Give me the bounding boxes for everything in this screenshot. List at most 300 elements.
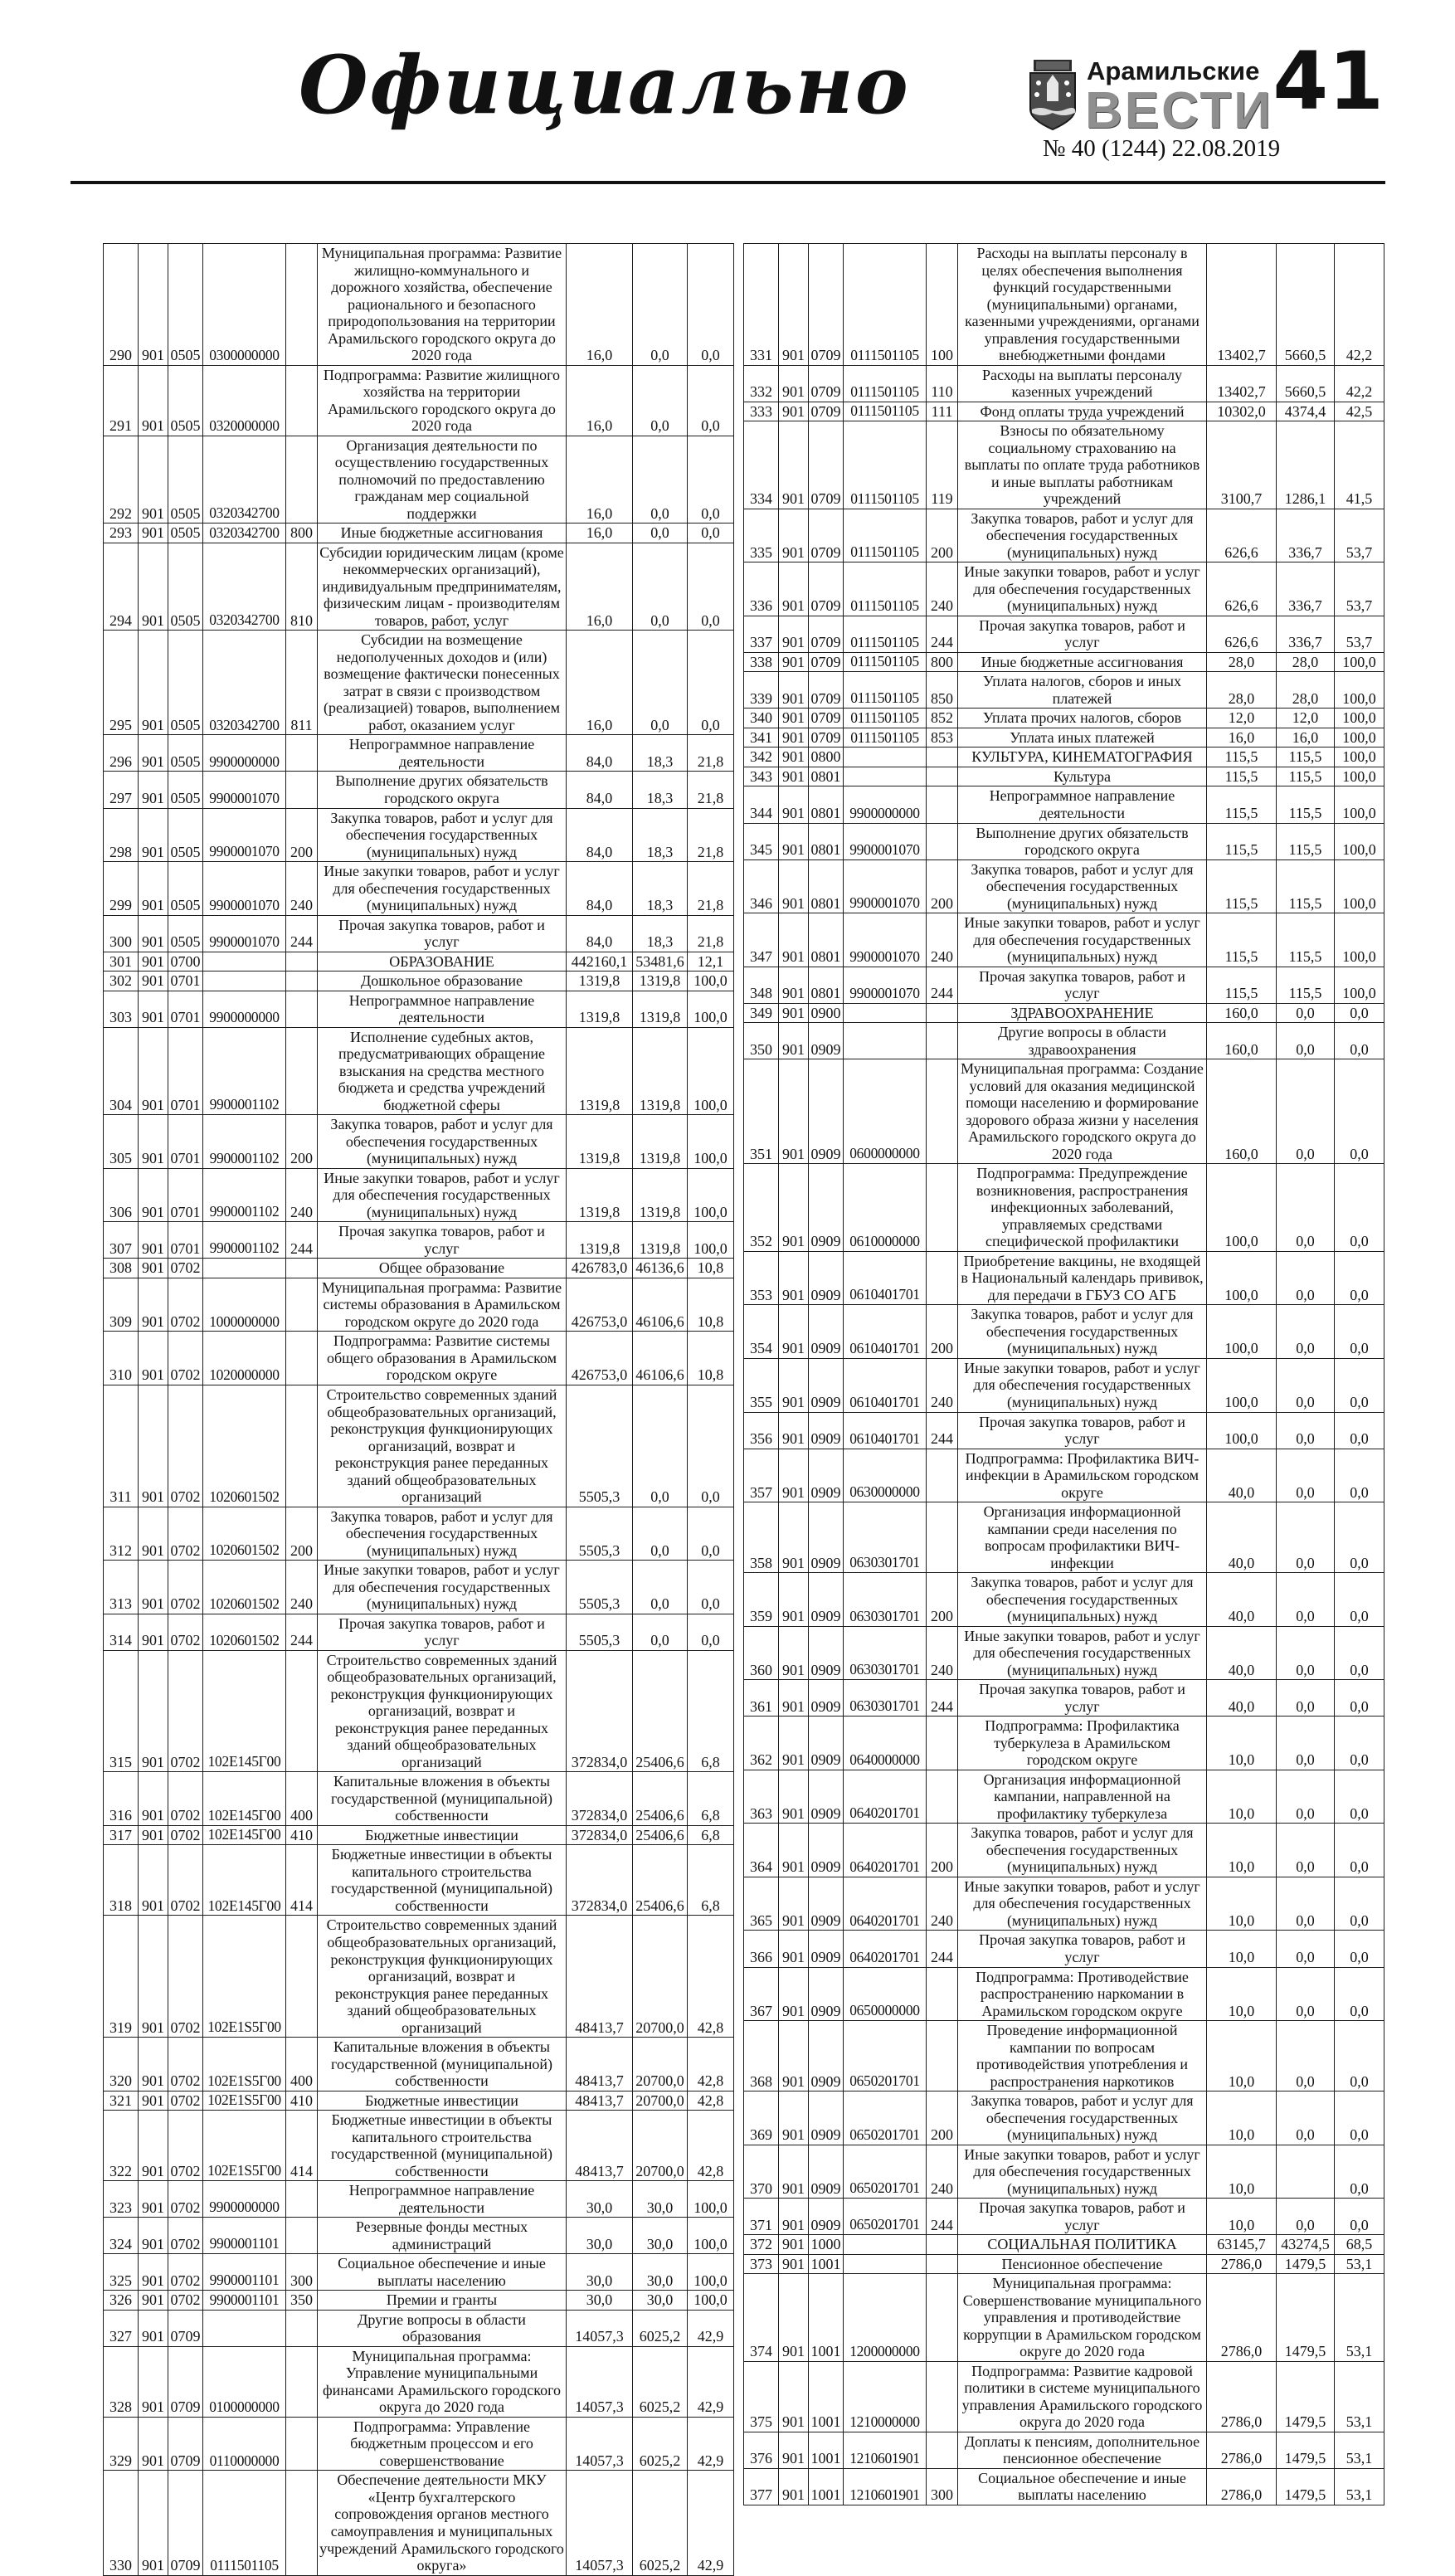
cell-adm-code: 901 [139, 1614, 168, 1650]
cell-row-number: 319 [104, 1916, 139, 2038]
cell-expense-type [927, 786, 958, 823]
cell-section-code: 0909 [809, 1770, 844, 1824]
cell-name: Выполнение других обязательств городского округа [958, 823, 1207, 859]
cell-row-number: 302 [104, 971, 139, 991]
table-row [744, 2199, 1384, 2235]
cell-adm-code: 901 [139, 1916, 168, 2038]
cell-row-number: 352 [744, 1164, 779, 1252]
cell-section-code: 0505 [168, 915, 203, 952]
cell-plan-value: 3100,7 [1207, 421, 1277, 509]
cell-fact-value: 0,0 [633, 365, 688, 436]
table-row [744, 1967, 1384, 2021]
cell-plan-value: 442160,1 [567, 952, 633, 971]
cell-plan-value: 1319,8 [567, 1115, 633, 1169]
cell-name: Организация информационной кампании среди населения по вопросам профилактики ВИЧ-инфекции [958, 1502, 1207, 1573]
cell-plan-value: 30,0 [567, 2218, 633, 2254]
cell-fact-value: 30,0 [633, 2291, 688, 2311]
cell-row-number: 369 [744, 2091, 779, 2145]
cell-percent-value: 0,0 [688, 1614, 734, 1650]
cell-expense-type: 853 [927, 728, 958, 747]
cell-row-number: 377 [744, 2468, 779, 2505]
cell-expense-type: 200 [286, 808, 318, 862]
cell-name: Закупка товаров, работ и услуг для обеспечения государственных (муниципальных) нужд [318, 1507, 567, 1561]
table-row [744, 1449, 1384, 1502]
cell-percent-value: 53,7 [1335, 509, 1384, 562]
cell-adm-code: 901 [779, 1573, 809, 1627]
table-row [744, 967, 1384, 1003]
cell-row-number: 323 [104, 2181, 139, 2218]
table-row [104, 365, 734, 436]
cell-target-code: 0111501105 [844, 402, 927, 421]
cell-plan-value: 40,0 [1207, 1502, 1277, 1573]
table-row [744, 786, 1384, 823]
cell-row-number: 351 [744, 1059, 779, 1164]
cell-expense-type: 200 [927, 859, 958, 913]
cell-target-code: 9900001101 [203, 2254, 286, 2291]
cell-percent-value: 0,0 [1335, 1626, 1384, 1680]
cell-name: Подпрограмма: Развитие кадровой политики в системе муниципального управления Арамильского городского округа до 2020 года [958, 2361, 1207, 2432]
cell-target-code: 0111501105 [844, 365, 927, 402]
cell-percent-value: 41,5 [1335, 421, 1384, 509]
cell-expense-type [286, 2310, 318, 2346]
cell-adm-code: 901 [779, 1931, 809, 1967]
cell-name: Проведение информационной кампании по вопросам противодействия употребления и распространения наркотиков [958, 2021, 1207, 2091]
cell-plan-value: 16,0 [1207, 728, 1277, 747]
cell-expense-type: 810 [286, 543, 318, 631]
cell-target-code: 9900001070 [203, 915, 286, 952]
cell-plan-value: 372834,0 [567, 1825, 633, 1845]
cell-fact-value: 25406,6 [633, 1650, 688, 1772]
cell-name: Уплата прочих налогов, сборов [958, 709, 1207, 728]
cell-name: Прочая закупка товаров, работ и услуг [318, 915, 567, 952]
cell-percent-value: 100,0 [688, 2291, 734, 2311]
cell-adm-code: 901 [779, 1059, 809, 1164]
cell-row-number: 357 [744, 1449, 779, 1502]
table-row [744, 1717, 1384, 1770]
cell-percent-value: 0,0 [688, 365, 734, 436]
cell-adm-code: 901 [139, 1115, 168, 1169]
cell-expense-type: 300 [927, 2468, 958, 2505]
cell-adm-code: 901 [139, 1168, 168, 1222]
cell-expense-type: 244 [927, 1680, 958, 1717]
cell-row-number: 290 [104, 244, 139, 366]
cell-row-number: 304 [104, 1027, 139, 1115]
table-row [104, 1278, 734, 1332]
cell-target-code: 9900000000 [203, 991, 286, 1027]
cell-fact-value: 115,5 [1277, 859, 1335, 913]
cell-fact-value: 1319,8 [633, 971, 688, 991]
cell-row-number: 338 [744, 652, 779, 672]
cell-name: Социальное обеспечение и иные выплаты населению [958, 2468, 1207, 2505]
cell-fact-value: 1479,5 [1277, 2468, 1335, 2505]
table-row [104, 1027, 734, 1115]
table-row [744, 1251, 1384, 1305]
cell-plan-value: 10,0 [1207, 1770, 1277, 1824]
cell-adm-code: 901 [779, 1251, 809, 1305]
cell-plan-value: 100,0 [1207, 1358, 1277, 1412]
cell-expense-type [286, 1259, 318, 1278]
cell-name: СОЦИАЛЬНАЯ ПОЛИТИКА [958, 2235, 1207, 2255]
cell-adm-code: 901 [779, 1023, 809, 1059]
cell-target-code [203, 952, 286, 971]
cell-expense-type: 811 [286, 631, 318, 735]
cell-plan-value: 160,0 [1207, 1003, 1277, 1023]
cell-target-code: 0610401701 [844, 1358, 927, 1412]
cell-plan-value: 63145,7 [1207, 2235, 1277, 2255]
cell-target-code: 1020601502 [203, 1614, 286, 1650]
cell-name: Выполнение других обязательств городского округа [318, 772, 567, 808]
cell-target-code: 1210601901 [844, 2468, 927, 2505]
cell-adm-code: 901 [139, 862, 168, 916]
cell-row-number: 331 [744, 244, 779, 366]
table-row [744, 2274, 1384, 2362]
table-row [104, 2310, 734, 2346]
cell-target-code: 0630000000 [844, 1449, 927, 1502]
cell-target-code [844, 747, 927, 767]
cell-plan-value: 13402,7 [1207, 365, 1277, 402]
cell-fact-value: 0,0 [1277, 1251, 1335, 1305]
cell-name: Закупка товаров, работ и услуг для обеспечения государственных (муниципальных) нужд [958, 1824, 1207, 1877]
cell-section-code: 0505 [168, 523, 203, 543]
cell-section-code: 0709 [809, 728, 844, 747]
cell-target-code: 102E1S5Г00 [203, 2111, 286, 2181]
cell-plan-value: 30,0 [567, 2254, 633, 2291]
cell-name: Взносы по обязательному социальному страхованию на выплаты по оплате труда работников и иные выплаты работникам учреждений [958, 421, 1207, 509]
cell-section-code: 0505 [168, 543, 203, 631]
table-row [744, 402, 1384, 421]
table-row [744, 1502, 1384, 1573]
cell-row-number: 339 [744, 672, 779, 709]
cell-name: Подпрограмма: Профилактика ВИЧ-инфекции в Арамильском городском округе [958, 1449, 1207, 1502]
cell-percent-value: 6,8 [688, 1650, 734, 1772]
cell-fact-value: 0,0 [633, 523, 688, 543]
cell-section-code: 0909 [809, 1412, 844, 1449]
cell-row-number: 372 [744, 2235, 779, 2255]
cell-name: Бюджетные инвестиции в объекты капитального строительства государственной (муниципальной) собственности [318, 2111, 567, 2181]
table-row [744, 1680, 1384, 1717]
cell-adm-code: 901 [139, 915, 168, 952]
cell-row-number: 305 [104, 1115, 139, 1169]
cell-percent-value: 0,0 [688, 523, 734, 543]
cell-percent-value: 100,0 [688, 2254, 734, 2291]
cell-percent-value: 42,5 [1335, 402, 1384, 421]
cell-percent-value: 53,1 [1335, 2361, 1384, 2432]
cell-fact-value: 336,7 [1277, 616, 1335, 652]
table-row [744, 1877, 1384, 1931]
cell-fact-value: 0,0 [1277, 1502, 1335, 1573]
cell-adm-code: 901 [139, 1650, 168, 1772]
cell-expense-type: 414 [286, 1845, 318, 1916]
cell-section-code: 0709 [809, 509, 844, 562]
cell-plan-value: 10,0 [1207, 2021, 1277, 2091]
cell-adm-code: 901 [779, 1626, 809, 1680]
cell-row-number: 333 [744, 402, 779, 421]
cell-name: Подпрограмма: Противодействие распространению наркомании в Арамильском городском округе [958, 1967, 1207, 2021]
cell-fact-value: 0,0 [633, 1507, 688, 1561]
cell-section-code: 0702 [168, 2218, 203, 2254]
cell-name: КУЛЬТУРА, КИНЕМАТОГРАФИЯ [958, 747, 1207, 767]
cell-fact-value: 20700,0 [633, 2111, 688, 2181]
cell-expense-type [927, 1717, 958, 1770]
cell-plan-value: 28,0 [1207, 652, 1277, 672]
cell-fact-value: 18,3 [633, 915, 688, 952]
cell-target-code: 0111501105 [844, 652, 927, 672]
cell-plan-value: 84,0 [567, 808, 633, 862]
cell-fact-value: 0,0 [633, 436, 688, 523]
table-row [104, 244, 734, 366]
table-row [744, 1412, 1384, 1449]
cell-name: Другие вопросы в области образования [318, 2310, 567, 2346]
cell-adm-code: 901 [779, 1164, 809, 1252]
cell-adm-code: 901 [779, 709, 809, 728]
cell-section-code: 0505 [168, 631, 203, 735]
cell-percent-value: 0,0 [1335, 2145, 1384, 2199]
cell-target-code: 0111501105 [844, 672, 927, 709]
cell-section-code: 1001 [809, 2274, 844, 2362]
cell-expense-type [286, 2471, 318, 2575]
cell-row-number: 303 [104, 991, 139, 1027]
cell-adm-code: 901 [779, 1824, 809, 1877]
cell-fact-value: 25406,6 [633, 1825, 688, 1845]
cell-target-code [203, 1259, 286, 1278]
cell-fact-value: 28,0 [1277, 672, 1335, 709]
cell-expense-type: 244 [927, 1931, 958, 1967]
cell-row-number: 317 [104, 1825, 139, 1845]
cell-target-code: 0320342700 [203, 543, 286, 631]
cell-plan-value: 426753,0 [567, 1332, 633, 1385]
cell-fact-value: 115,5 [1277, 767, 1335, 786]
cell-row-number: 374 [744, 2274, 779, 2362]
cell-percent-value: 53,7 [1335, 616, 1384, 652]
cell-fact-value: 18,3 [633, 735, 688, 772]
cell-section-code: 1000 [809, 2235, 844, 2255]
cell-fact-value: 30,0 [633, 2254, 688, 2291]
cell-name: Прочая закупка товаров, работ и услуг [958, 1412, 1207, 1449]
cell-percent-value: 0,0 [1335, 1931, 1384, 1967]
cell-name: ОБРАЗОВАНИЕ [318, 952, 567, 971]
cell-plan-value: 5505,3 [567, 1507, 633, 1561]
cell-target-code: 0111501105 [844, 509, 927, 562]
cell-target-code: 102E1S5Г00 [203, 2038, 286, 2091]
table-row [744, 1573, 1384, 1627]
cell-section-code: 0909 [809, 1023, 844, 1059]
cell-adm-code: 901 [779, 2091, 809, 2145]
cell-expense-type: 240 [286, 1168, 318, 1222]
cell-percent-value: 42,9 [688, 2417, 734, 2471]
cell-row-number: 308 [104, 1259, 139, 1278]
cell-plan-value: 372834,0 [567, 1772, 633, 1826]
cell-expense-type: 800 [286, 523, 318, 543]
cell-fact-value: 6025,2 [633, 2471, 688, 2575]
table-row [104, 2091, 734, 2111]
cell-adm-code: 901 [779, 823, 809, 859]
cell-expense-type [286, 735, 318, 772]
table-row [744, 2021, 1384, 2091]
cell-adm-code: 901 [779, 2361, 809, 2432]
cell-row-number: 296 [104, 735, 139, 772]
cell-name: Прочая закупка товаров, работ и услуг [958, 616, 1207, 652]
cell-expense-type [286, 1278, 318, 1332]
cell-plan-value: 16,0 [567, 244, 633, 366]
cell-plan-value: 626,6 [1207, 509, 1277, 562]
cell-expense-type: 852 [927, 709, 958, 728]
cell-target-code: 1020000000 [203, 1332, 286, 1385]
cell-expense-type [927, 1967, 958, 2021]
cell-section-code: 0709 [809, 562, 844, 616]
cell-percent-value: 100,0 [1335, 859, 1384, 913]
cell-expense-type [927, 1770, 958, 1824]
cell-name: Подпрограмма: Развитие системы общего образования в Арамильском городском округе [318, 1332, 567, 1385]
cell-adm-code: 901 [779, 1358, 809, 1412]
cell-percent-value: 21,8 [688, 735, 734, 772]
cell-expense-type: 240 [927, 1877, 958, 1931]
cell-row-number: 376 [744, 2432, 779, 2468]
cell-percent-value: 21,8 [688, 772, 734, 808]
cell-expense-type [927, 1003, 958, 1023]
cell-plan-value: 100,0 [1207, 1251, 1277, 1305]
cell-expense-type [927, 2361, 958, 2432]
cell-plan-value: 16,0 [567, 543, 633, 631]
cell-row-number: 360 [744, 1626, 779, 1680]
cell-target-code: 9900001070 [203, 862, 286, 916]
cell-target-code: 0650201701 [844, 2091, 927, 2145]
cell-row-number: 350 [744, 1023, 779, 1059]
table-row [104, 808, 734, 862]
cell-section-code: 0701 [168, 1222, 203, 1259]
cell-target-code: 102E145Г00 [203, 1650, 286, 1772]
cell-expense-type: 244 [927, 1412, 958, 1449]
cell-section-code: 0505 [168, 772, 203, 808]
cell-adm-code: 901 [139, 1027, 168, 1115]
cell-fact-value: 0,0 [1277, 1164, 1335, 1252]
table-row [104, 2471, 734, 2575]
cell-percent-value: 68,5 [1335, 2235, 1384, 2255]
table-row [104, 772, 734, 808]
table-row [104, 1561, 734, 1614]
cell-target-code: 0100000000 [203, 2346, 286, 2417]
cell-percent-value: 100,0 [688, 991, 734, 1027]
cell-percent-value: 100,0 [688, 1027, 734, 1115]
cell-fact-value: 1286,1 [1277, 421, 1335, 509]
cell-adm-code: 901 [139, 991, 168, 1027]
cell-fact-value: 20700,0 [633, 1916, 688, 2038]
cell-expense-type: 240 [927, 562, 958, 616]
cell-row-number: 348 [744, 967, 779, 1003]
table-row [104, 2038, 734, 2091]
cell-percent-value: 100,0 [1335, 728, 1384, 747]
cell-fact-value: 0,0 [633, 543, 688, 631]
cell-target-code [844, 1003, 927, 1023]
cell-percent-value: 0,0 [1335, 1877, 1384, 1931]
cell-name: Прочая закупка товаров, работ и услуг [958, 1680, 1207, 1717]
cell-plan-value: 30,0 [567, 2291, 633, 2311]
cell-section-code: 0909 [809, 2199, 844, 2235]
cell-percent-value: 42,9 [688, 2346, 734, 2417]
cell-name: Бюджетные инвестиции [318, 1825, 567, 1845]
cell-name: Иные бюджетные ассигнования [958, 652, 1207, 672]
cell-adm-code: 901 [779, 786, 809, 823]
cell-row-number: 349 [744, 1003, 779, 1023]
cell-plan-value: 16,0 [567, 436, 633, 523]
cell-expense-type: 244 [927, 616, 958, 652]
cell-target-code: 0630301701 [844, 1680, 927, 1717]
cell-row-number: 335 [744, 509, 779, 562]
cell-target-code: 9900001070 [844, 967, 927, 1003]
cell-name: Уплата налогов, сборов и иных платежей [958, 672, 1207, 709]
cell-row-number: 328 [104, 2346, 139, 2417]
cell-fact-value: 0,0 [1277, 1770, 1335, 1824]
cell-fact-value: 1319,8 [633, 1027, 688, 1115]
cell-adm-code: 901 [779, 2432, 809, 2468]
cell-fact-value: 25406,6 [633, 1845, 688, 1916]
table-row [104, 2417, 734, 2471]
cell-row-number: 330 [104, 2471, 139, 2575]
cell-plan-value: 115,5 [1207, 967, 1277, 1003]
cell-fact-value: 1479,5 [1277, 2432, 1335, 2468]
table-row [744, 913, 1384, 967]
cell-row-number: 306 [104, 1168, 139, 1222]
cell-fact-value: 0,0 [1277, 1023, 1335, 1059]
cell-row-number: 354 [744, 1305, 779, 1359]
cell-section-code: 0709 [809, 244, 844, 366]
table-row [104, 952, 734, 971]
cell-plan-value: 10,0 [1207, 1967, 1277, 2021]
cell-section-code: 0701 [168, 971, 203, 991]
cell-plan-value: 10,0 [1207, 1877, 1277, 1931]
cell-section-code: 0702 [168, 2291, 203, 2311]
table-row [104, 2346, 734, 2417]
cell-adm-code: 901 [139, 971, 168, 991]
cell-percent-value: 0,0 [688, 1507, 734, 1561]
cell-fact-value: 16,0 [1277, 728, 1335, 747]
cell-section-code: 0702 [168, 1507, 203, 1561]
cell-target-code: 0300000000 [203, 244, 286, 366]
cell-row-number: 340 [744, 709, 779, 728]
cell-name: Муниципальная программа: Создание условий для оказания медицинской помощи населению и формирование здорового образа жизни у населения Арамильского городского округа до 2020 года [958, 1059, 1207, 1164]
cell-target-code: 102E1S5Г00 [203, 2091, 286, 2111]
cell-name: Муниципальная программа: Совершенствование муниципального управления и противодействие коррупции в Арамильском городском округе до 2020 года [958, 2274, 1207, 2362]
cell-fact-value: 43274,5 [1277, 2235, 1335, 2255]
table-row [104, 1614, 734, 1650]
cell-section-code: 0801 [809, 786, 844, 823]
cell-target-code: 0610000000 [844, 1164, 927, 1252]
cell-row-number: 313 [104, 1561, 139, 1614]
cell-percent-value: 53,1 [1335, 2468, 1384, 2505]
table-row [744, 2468, 1384, 2505]
cell-name: Субсидии на возмещение недополученных доходов и (или) возмещение фактически понесенных затрат в связи с производством (реализацией) товаров, выполнением работ, оказанием услуг [318, 631, 567, 735]
cell-adm-code: 901 [139, 2181, 168, 2218]
cell-percent-value: 42,8 [688, 2111, 734, 2181]
cell-target-code: 0600000000 [844, 1059, 927, 1164]
cell-adm-code: 901 [779, 1770, 809, 1824]
cell-adm-code: 901 [779, 2274, 809, 2362]
cell-section-code: 0709 [809, 709, 844, 728]
table-row [744, 509, 1384, 562]
cell-expense-type: 200 [927, 509, 958, 562]
table-row [104, 2254, 734, 2291]
cell-plan-value: 2786,0 [1207, 2432, 1277, 2468]
cell-percent-value: 12,1 [688, 952, 734, 971]
table-row [104, 1507, 734, 1561]
cell-name: Исполнение судебных актов, предусматривающих обращение взыскания на средства местного бюджета и средства учреждений бюджетной сферы [318, 1027, 567, 1115]
cell-row-number: 375 [744, 2361, 779, 2432]
cell-fact-value: 0,0 [1277, 1573, 1335, 1627]
cell-fact-value: 30,0 [633, 2181, 688, 2218]
cell-section-code: 0505 [168, 735, 203, 772]
cell-adm-code: 901 [779, 728, 809, 747]
cell-plan-value: 40,0 [1207, 1680, 1277, 1717]
cell-section-code: 0702 [168, 2111, 203, 2181]
